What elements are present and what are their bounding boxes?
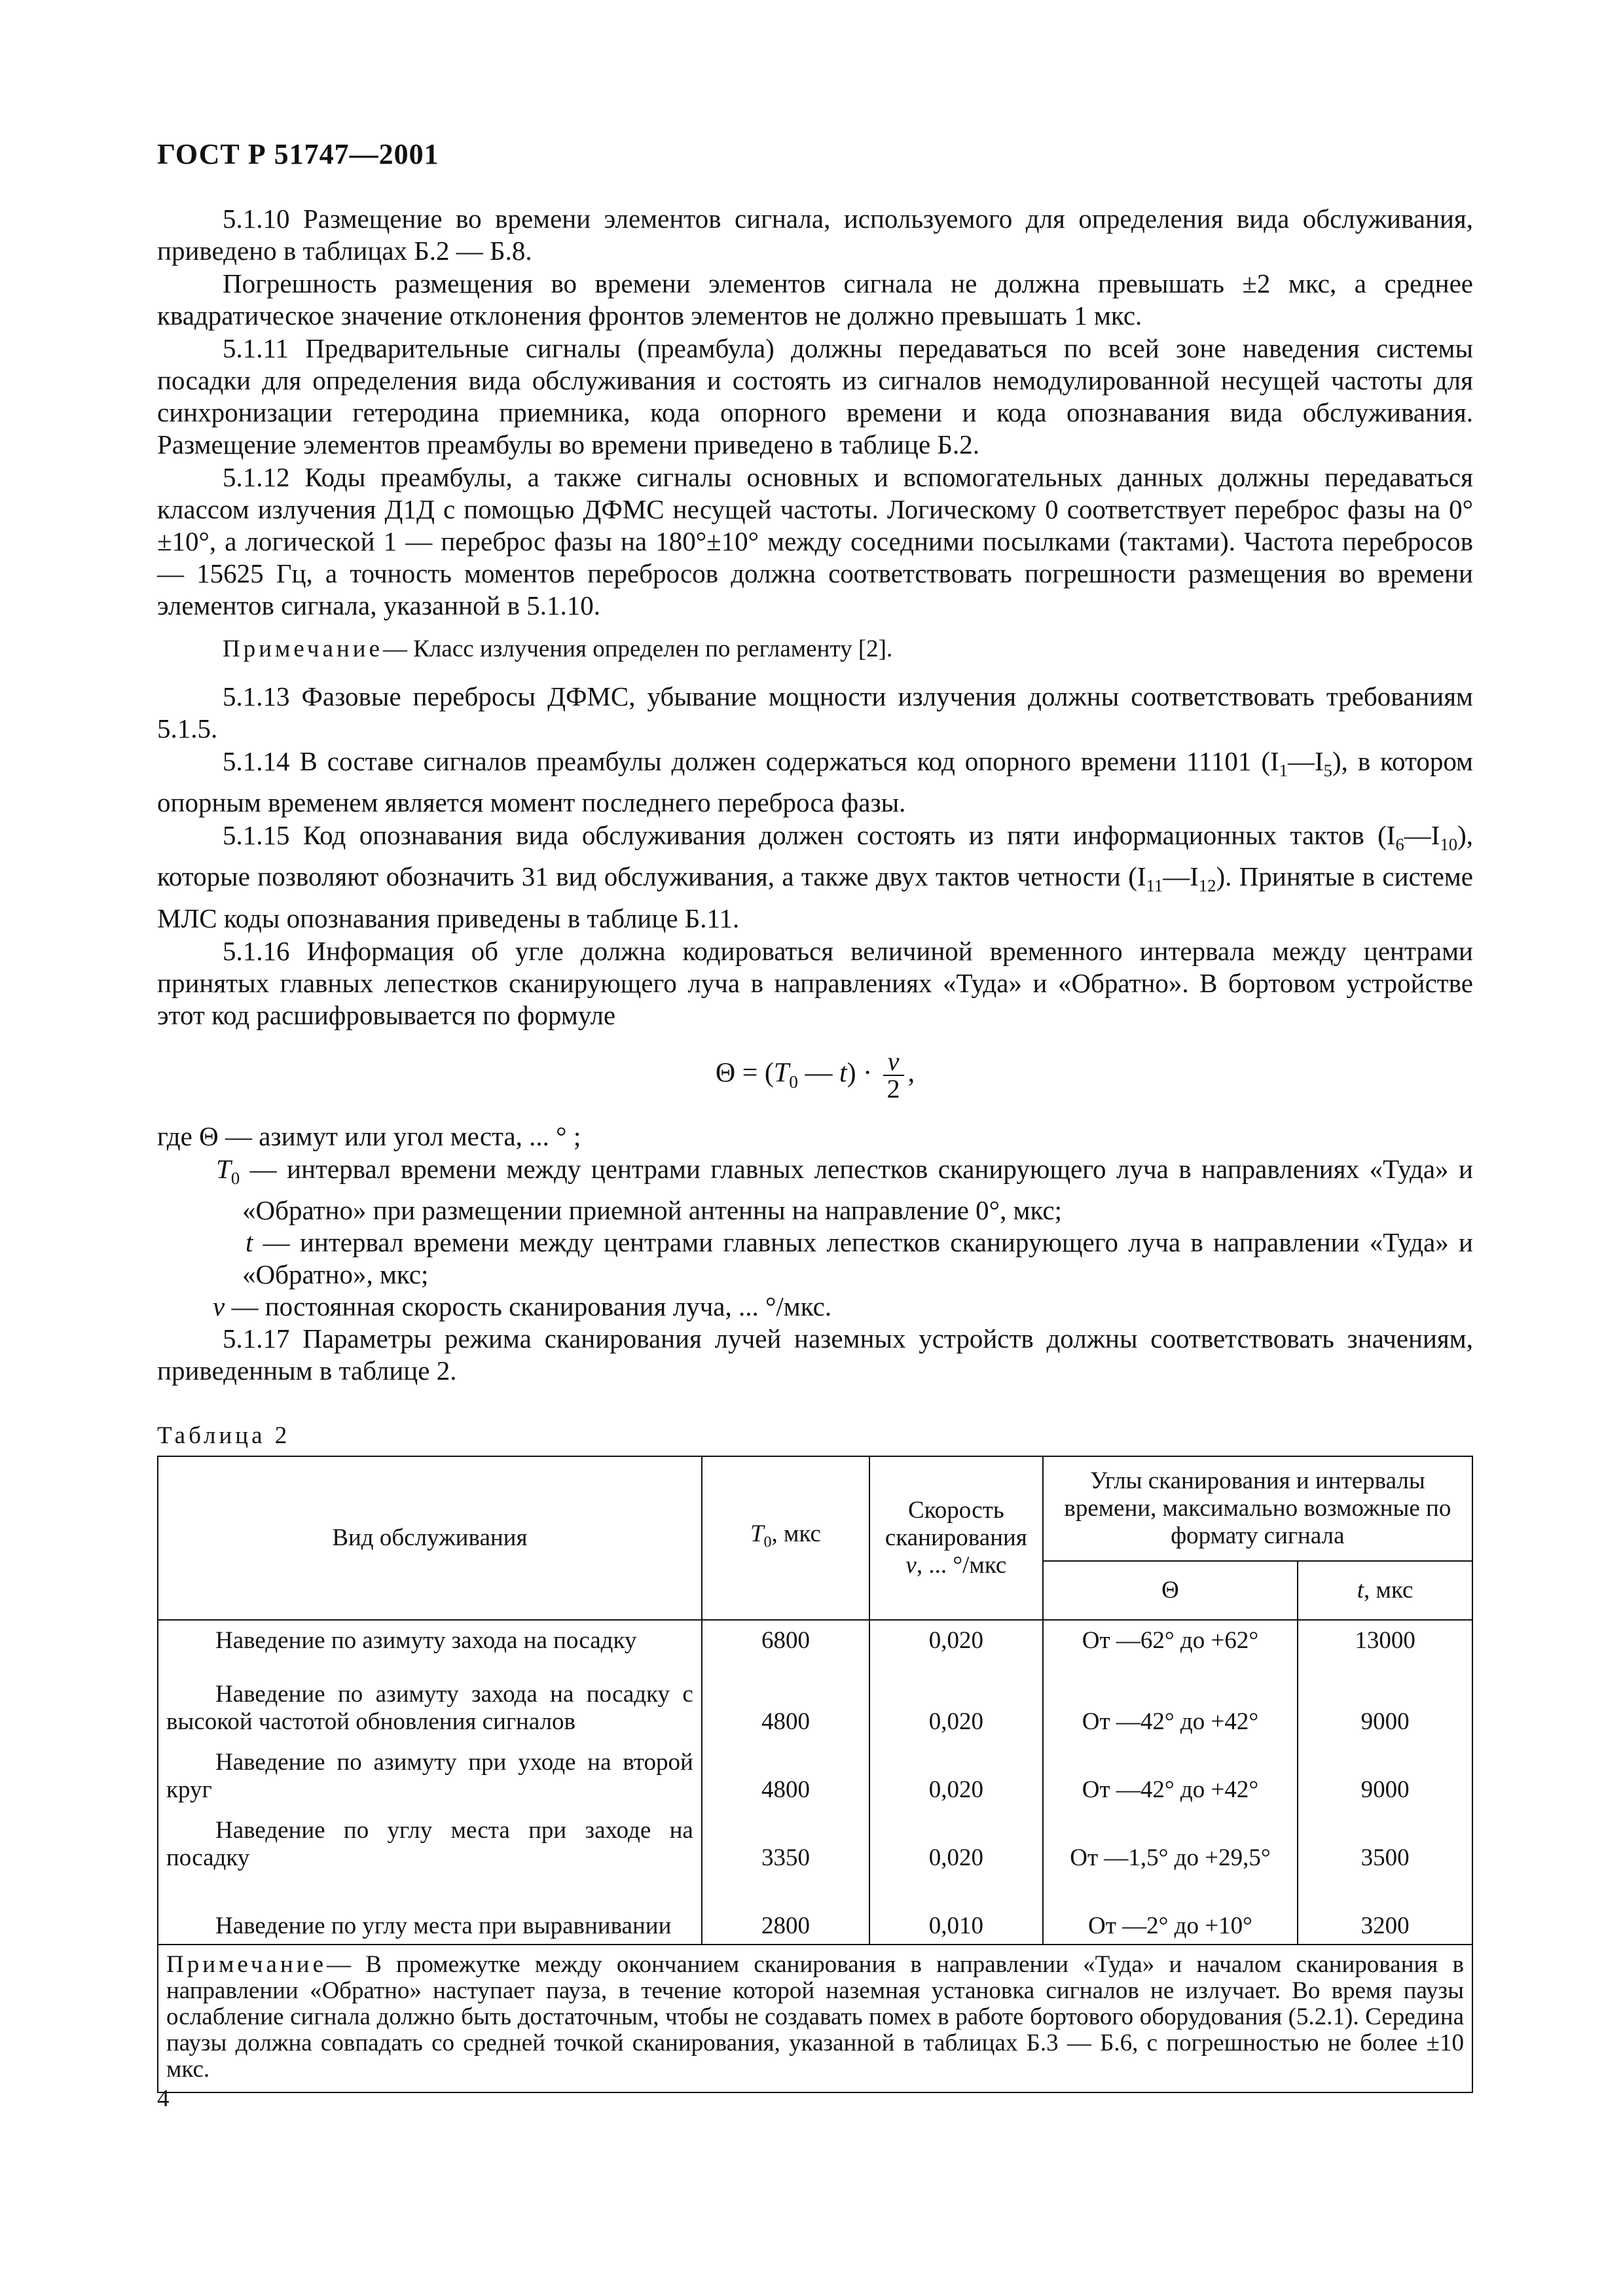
- paragraph-5-1-12: 5.1.12 Коды преамбулы, а также сигналы основных и вспомогательных данных должны передаваться классом излучения Д1Д с помощью ДФМС несущей частоты. Логическому 0 соответствует переброс фазы на 0°±10°, а логической 1 — переброс фазы на 180°±10° между соседними посылками (тактами). Частота перебросов — 15625 Гц, а точность моментов перебросов должна соответствовать погрешности размещения во времени элементов сигнала, указанной в 5.1.10.: [157, 462, 1473, 620]
- table-row: Наведение по азимуту при уходе на второй круг 4800 0,020 От —42° до +42° 9000: [158, 1738, 1472, 1806]
- paragraph-5-1-11: 5.1.11 Предварительные сигналы (преамбула) должны передаваться по всей зоне наведения системы посадки для определения вида обслуживания и состоять из сигналов немодулированной несущей частоты для синхронизации гетеродина приемника, кода опорного времени и кода опознавания вида обслуживания. Размещение элементов преамбулы во времени приведено в таблице Б.2.: [157, 333, 1473, 459]
- definition-theta: где Θ — азимут или угол места, ... ° ;: [157, 1121, 581, 1151]
- document-header: ГОСТ Р 51747—2001: [157, 138, 439, 170]
- definition-v: v — постоянная скорость сканирования луча, ... °/мкс.: [213, 1291, 832, 1321]
- formula-fraction: $\frac{v}{2}$: [883, 1049, 904, 1102]
- definition-t: t — интервал времени между центрами главных лепестков сканирующего луча в направлении «Туда» и «Обратно», мкс;: [242, 1227, 1473, 1289]
- table-row: Наведение по азимуту захода на посадку 6800 0,020 От —62° до +62° 13000: [158, 1620, 1472, 1670]
- table-row: Наведение по углу места при заходе на посадку 3350 0,020 От —1,5° до +29,5° 3500: [158, 1806, 1472, 1874]
- note-emission-class: [157, 634, 1473, 665]
- paragraph-5-1-15: 5.1.15 Код опознавания вида обслуживания должен состоять из пяти информационных тактов $(I_6—I_{10})$, которые позволяют обозначить 31 вид обслуживания, а также двух тактов четности $(I_{11}—I_{12})$. Принятые в системе МЛС коды опознавания приведены в таблице Б.11.: [157, 820, 1473, 933]
- table-row: Наведение по азимуту захода на посадку с высокой частотой обновления сигналов 4800 0,020 От —42° до +42° 9000: [158, 1670, 1472, 1738]
- table-caption: Таблица 2: [157, 1422, 291, 1449]
- definition-t0: $T_0$ — интервал времени между центрами главных лепестков сканирующего луча в направлениях «Туда» и «Обратно» при размещении приемной антенны на направление 0°, мкс;: [216, 1153, 1473, 1225]
- header-speed: Скорость сканирования v, ... °/мкс: [869, 1456, 1043, 1620]
- scan-parameters-table: [157, 1456, 1473, 2093]
- header-theta: Θ: [1043, 1561, 1298, 1620]
- paragraph-5-1-10-accuracy: Погрешность размещения во времени элементов сигнала не должна превышать ±2 мкс, а среднее квадратическое значение отклонения фронтов элементов не должно превышать 1 мкс.: [157, 268, 1473, 331]
- document-body: [157, 203, 1473, 2093]
- paragraph-5-1-17: 5.1.17 Параметры режима сканирования лучей наземных устройств должны соответствовать значениям, приведенным в таблице 2.: [157, 1323, 1473, 1386]
- angle-formula: $\Theta = (T_0$ — t) · $\frac{v}{2}$ ,: [715, 1046, 915, 1103]
- paragraph-5-1-16: 5.1.16 Информация об угле должна кодироваться величиной временного интервала между центрами принятых главных лепестков сканирующего луча в направлениях «Туда» и «Обратно». В бортовом устройстве этот код расшифровывается по формуле: [157, 935, 1473, 1030]
- page-number: 4: [157, 2085, 170, 2112]
- table-note: Примечание— В промежутке между окончанием сканирования в направлении «Туда» и началом сканирования в направлении «Обратно» наступает пауза, в течение которой наземная установка сигналов не излучает. Во время паузы ослабление сигнала должно быть достаточным, чтобы не создавать помех в работе бортового оборудования (5.2.1). Середина паузы должна совпадать со средней точкой сканирования, указанной в таблицах Б.3 — Б.6, с погрешностью не более ±10 мкс.: [158, 1945, 1472, 2092]
- paragraph-5-1-13: 5.1.13 Фазовые перебросы ДФМС, убывание мощности излучения должны соответствовать требованиям 5.1.5.: [157, 681, 1473, 744]
- note-label: Примечание: [223, 636, 383, 662]
- paragraph-5-1-10: 5.1.10 Размещение во времени элементов сигнала, используемого для определения вида обслуживания, приведено в таблицах Б.2 — Б.8.: [157, 204, 1473, 266]
- header-angles-group: Углы сканирования и интервалы времени, максимально возможные по формату сигнала: [1043, 1456, 1472, 1561]
- header-service: Вид обслуживания: [158, 1456, 702, 1620]
- paragraph-5-1-14: 5.1.14 В составе сигналов преамбулы должен содержаться код опорного времени 11101 $(I_1—I_5)$, в котором опорным временем является момент последнего переброса фазы.: [157, 746, 1473, 818]
- header-t: t, мкс: [1298, 1561, 1472, 1620]
- header-t0: $T_0$, мкс: [702, 1456, 869, 1620]
- table-row: Наведение по углу места при выравнивании 2800 0,010 От —2° до +10° 3200: [158, 1874, 1472, 1945]
- note-text: — Класс излучения определен по регламенту [2].: [383, 636, 893, 662]
